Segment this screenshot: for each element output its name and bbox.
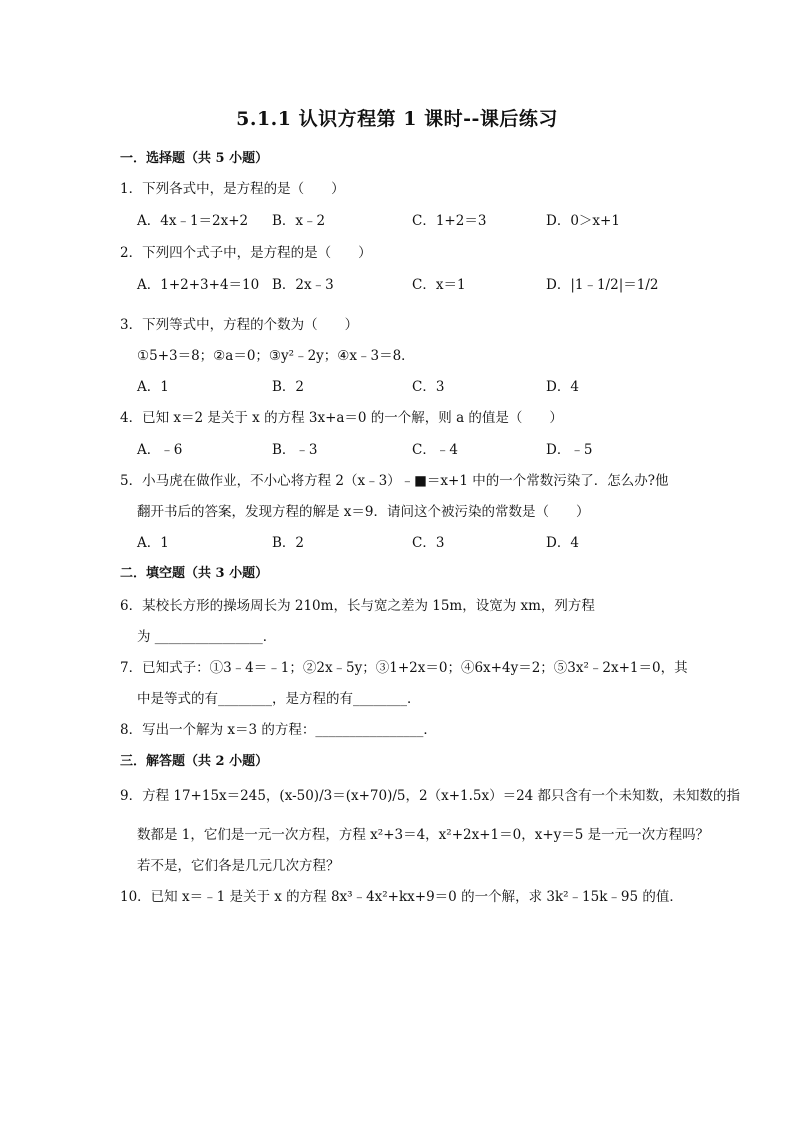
question-3-stem: 3．下列等式中，方程的个数为（ ） — [120, 317, 359, 333]
question-1-option-d: D．0＞x+1 — [546, 213, 620, 229]
section-heading-solve: 三．解答题（共 2 小题） — [120, 754, 269, 769]
question-6-line-1: 6．某校长方形的操场周长为 210m，长与宽之差为 15m，设宽为 xm，列方程 — [120, 598, 595, 614]
question-2-option-d: D．|1﹣1/2|＝1/2 — [546, 277, 659, 293]
question-3-option-c: C．3 — [412, 379, 445, 395]
question-4-option-b: B．﹣3 — [272, 442, 318, 458]
question-4-option-a: A．﹣6 — [137, 442, 183, 458]
question-9-line-3: 若不是，它们各是几元几次方程？ — [137, 858, 340, 874]
question-8-line-1: 8．写出一个解为 x＝3 的方程：________________． — [120, 722, 437, 738]
question-2-option-a: A．1+2+3+4＝10 — [137, 277, 260, 293]
question-9-line-2: 数都是 1，它们是一元一次方程，方程 x²+3＝4，x²+2x+1＝0，x+y＝5 是一元一次方程吗？ — [137, 827, 710, 843]
question-1-option-b: B．x﹣2 — [272, 213, 326, 229]
question-5-option-b: B．2 — [272, 535, 305, 551]
question-3-items: ①5+3＝8；②a＝0；③y²﹣2y；④x﹣3＝8． — [137, 348, 415, 364]
page-title: 5.1.1 认识方程第 1 课时--课后练习 — [236, 108, 558, 130]
question-3-option-a: A．1 — [137, 379, 169, 395]
question-5-option-c: C．3 — [412, 535, 445, 551]
question-3-option-b: B．2 — [272, 379, 305, 395]
question-3-option-d: D．4 — [546, 379, 579, 395]
question-4-stem: 4．已知 x＝2 是关于 x 的方程 3x+a＝0 的一个解，则 a 的值是（ ） — [120, 410, 563, 426]
question-9-line-1: 9．方程 17+15x＝245，(x-50)/3＝(x+70)/5，2（x+1.5x）＝24 都只含有一个未知数，未知数的指 — [120, 788, 741, 804]
question-2-option-c: C．x＝1 — [412, 277, 466, 293]
question-5-option-d: D．4 — [546, 535, 579, 551]
question-1-stem: 1．下列各式中，是方程的是（ ） — [120, 181, 345, 197]
section-heading-choice: 一．选择题（共 5 小题） — [120, 151, 269, 166]
question-2-option-b: B．2x﹣3 — [272, 277, 334, 293]
question-1-option-c: C．1+2＝3 — [412, 213, 487, 229]
question-2-stem: 2．下列四个式子中，是方程的是（ ） — [120, 245, 372, 261]
question-7-line-2: 中是等式的有________，是方程的有________． — [137, 691, 421, 707]
question-5-stem-line-2: 翻开书后的答案，发现方程的解是 x＝9．请问这个被污染的常数是（ ） — [137, 504, 590, 520]
question-5-stem-line-1: 5．小马虎在做作业，不小心将方程 2（x﹣3）﹣■＝x+1 中的一个常数污染了．怎么办?他 — [120, 473, 669, 489]
question-1-option-a: A．4x﹣1＝2x+2 — [137, 213, 249, 229]
question-7-line-1: 7．已知式子：①3﹣4＝﹣1；②2x﹣5y；③1+2x＝0；④6x+4y＝2；⑤3x²﹣2x+1＝0，其 — [120, 660, 688, 676]
question-4-option-d: D．﹣5 — [546, 442, 593, 458]
question-4-option-c: C．﹣4 — [412, 442, 458, 458]
question-6-line-2: 为 ________________． — [137, 629, 277, 645]
question-10-line-1: 10．已知 x＝﹣1 是关于 x 的方程 8x³﹣4x²+kx+9＝0 的一个解，求 3k²﹣15k﹣95 的值． — [120, 889, 683, 905]
section-heading-fill: 二．填空题（共 3 小题） — [120, 566, 269, 581]
question-5-option-a: A．1 — [137, 535, 169, 551]
